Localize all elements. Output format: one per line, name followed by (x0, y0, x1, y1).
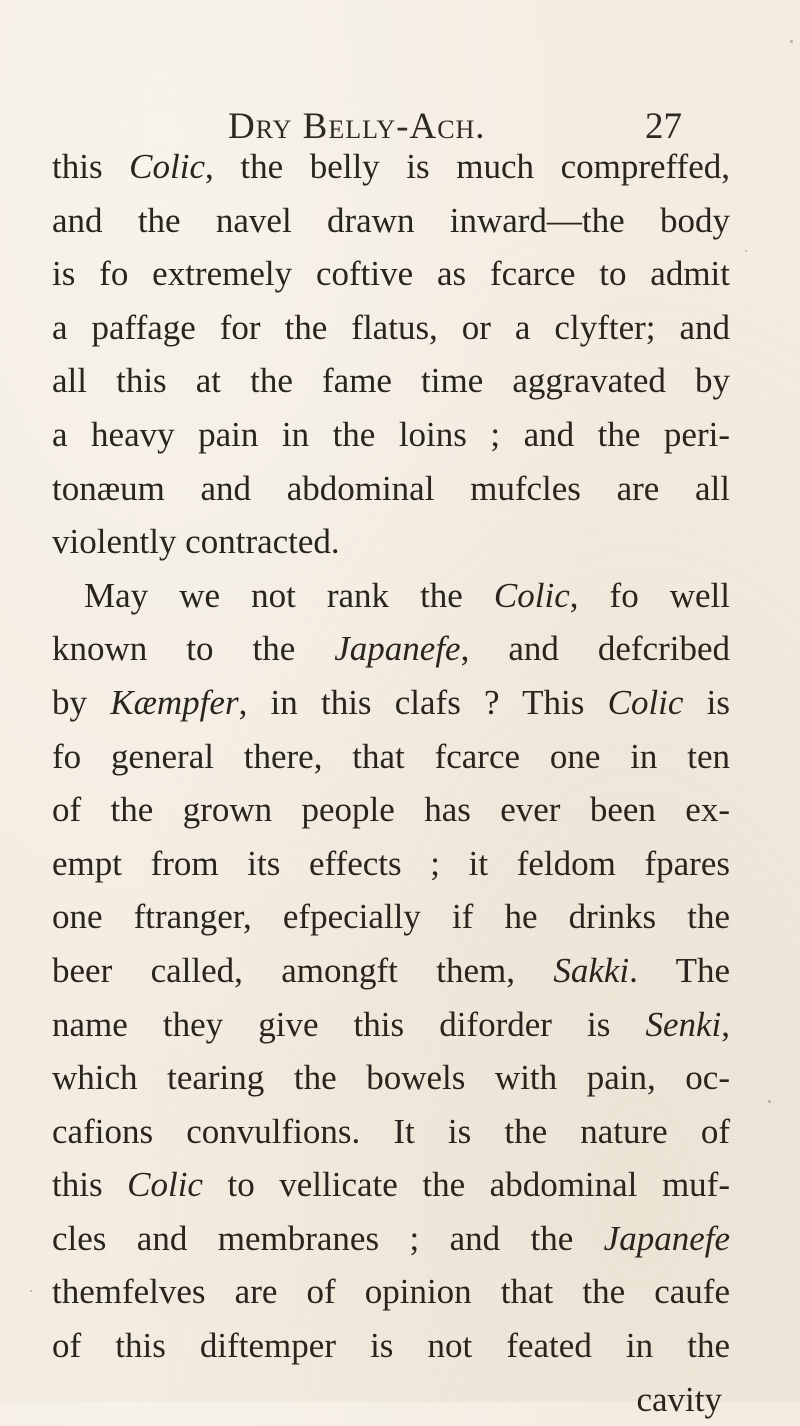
text-segment: of the grown people has ever been ex- (52, 790, 730, 830)
text-segment: , fo well (569, 575, 731, 615)
paper-speck (768, 1100, 771, 1103)
text-line (52, 301, 730, 355)
text-line (52, 1373, 730, 1426)
text-segment: violently contracted. (52, 522, 340, 562)
page-number: 27 (645, 106, 682, 147)
running-head-title: Dry Belly-Ach. (228, 106, 486, 147)
text-line (52, 462, 730, 516)
text-line (52, 622, 730, 676)
text-segment: , and defcribed (460, 629, 730, 669)
body-text (52, 140, 730, 1426)
text-segment: a heavy pain in the loins ; and the peri- (52, 414, 730, 454)
paper-speck (790, 40, 793, 43)
text-line (52, 1212, 730, 1266)
text-segment: cles and membranes ; and the (52, 1218, 604, 1258)
text-line (52, 408, 730, 462)
text-line (52, 247, 730, 301)
text-line (52, 783, 730, 837)
text-line (52, 837, 730, 891)
text-segment: and the navel drawn inward—the body (52, 200, 730, 240)
text-line (52, 569, 730, 623)
text-line (52, 890, 730, 944)
paper-speck (30, 1290, 32, 1292)
text-segment: all this at the fame time aggravated by (52, 361, 730, 401)
text-line (52, 140, 730, 194)
text-segment: which tearing the bowels with pain, oc- (52, 1058, 730, 1098)
italic-term: Sakki (553, 950, 630, 990)
italic-term: Kæmpfer (110, 682, 239, 722)
italic-term: Colic (127, 1165, 203, 1205)
text-segment: name they give this diforder is (52, 1004, 646, 1044)
text-line (52, 194, 730, 248)
text-segment: . The (629, 950, 730, 990)
text-segment: to vellicate the abdominal muf- (202, 1165, 730, 1205)
text-segment: , the belly is much compreffed, (205, 147, 730, 186)
text-segment: is fo extremely coftive as fcarce to admit (52, 254, 730, 294)
text-segment: this (52, 147, 130, 186)
text-line (52, 515, 730, 569)
text-line (52, 730, 730, 784)
text-segment: , in this clafs ? This (238, 682, 608, 722)
italic-term: Senki (645, 1004, 722, 1044)
text-segment: a paffage for the flatus, or a clyfter; and (52, 307, 730, 347)
text-segment: known to the (52, 629, 335, 669)
text-segment: themfelves are of opinion that the caufe (52, 1272, 730, 1312)
text-segment: fo general there, that fcarce one in ten (52, 736, 730, 776)
text-segment: , (721, 1004, 730, 1044)
text-line (52, 1158, 730, 1212)
text-line (52, 1105, 730, 1159)
text-line (52, 998, 730, 1052)
text-segment: empt from its effects ; it feldom fpares (52, 843, 730, 883)
text-line (52, 944, 730, 998)
italic-term: Japanefe (334, 629, 461, 669)
italic-term: Colic (493, 575, 570, 615)
text-line (52, 1319, 730, 1373)
paper-speck (745, 250, 747, 252)
text-segment: this (52, 1165, 128, 1205)
text-line (52, 1265, 730, 1319)
text-segment: of this diftemper is not feated in the (52, 1326, 730, 1366)
text-segment: one ftranger, efpecially if he drinks the (52, 897, 730, 937)
text-line (52, 354, 730, 408)
text-segment: cavity (636, 1379, 722, 1419)
text-segment: cafions convulfions. It is the nature of (52, 1111, 730, 1151)
italic-term: Japanefe (603, 1218, 730, 1258)
text-line (52, 676, 730, 730)
italic-term: Colic (129, 147, 205, 186)
text-segment: tonæum and abdominal mufcles are all (52, 468, 730, 508)
text-line (52, 1051, 730, 1105)
italic-term: Colic (607, 682, 684, 722)
text-segment: is (683, 682, 730, 722)
text-segment: beer called, amongft them, (52, 950, 554, 990)
text-segment: by (52, 682, 111, 722)
text-segment: May we not rank the (84, 575, 494, 615)
